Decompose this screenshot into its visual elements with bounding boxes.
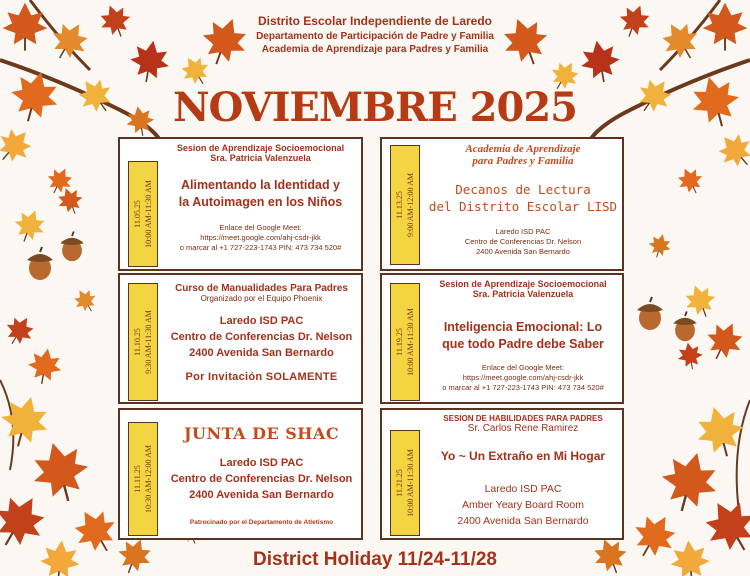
department-name: Departamento de Participación de Padre y Familia bbox=[256, 31, 494, 42]
event-date: 11.11.25 bbox=[133, 465, 142, 493]
dial-in: o marcar al +1 727-223-1743 PIN: 473 734 520# bbox=[442, 383, 604, 392]
location-address: 2400 Avenida San Bernardo bbox=[189, 347, 334, 359]
event-time: 9:30 AM-11:30 AM bbox=[144, 310, 153, 374]
event-time: 10:00 AM-11:30 AM bbox=[406, 308, 415, 376]
event-date: 11.13.25 bbox=[395, 191, 404, 219]
event-card-1121 bbox=[380, 408, 624, 540]
event-card-1113 bbox=[380, 137, 624, 271]
date-strip bbox=[390, 145, 420, 265]
dial-in: o marcar al +1 727-223-1743 PIN: 473 734 520# bbox=[179, 243, 342, 252]
meet-link-label: Enlace del Google Meet: bbox=[219, 223, 302, 232]
date-strip bbox=[390, 283, 420, 401]
event-card-1119 bbox=[380, 273, 624, 404]
sponsor-note: Patrocinado por el Departamento de Atletismo bbox=[189, 519, 334, 526]
event-title: SESION DE HABILIDADES PARA PADRES bbox=[443, 414, 603, 423]
event-date: 11.05.25 bbox=[133, 200, 142, 228]
event-topic-line-2: del Distrito Escolar LISD bbox=[428, 199, 618, 214]
event-topic-line-1: Decanos de Lectura bbox=[455, 182, 591, 197]
event-time: 9:00 AM-12:00 AM bbox=[406, 172, 415, 238]
location-room: Centro de Conferencias Dr. Nelson bbox=[170, 473, 353, 485]
event-card-1105 bbox=[118, 137, 363, 271]
meet-link[interactable]: https://meet.google.com/ahj-csdr-jkk bbox=[462, 373, 584, 382]
event-title: Sesion de Aprendizaje Socioemocional bbox=[176, 143, 345, 153]
event-time: 10:30 AM-12:00 AM bbox=[144, 444, 153, 514]
event-presenter: Sra. Patricia Valenzuela bbox=[210, 153, 311, 163]
event-presenter: Sr. Carlos Rene Ramirez bbox=[467, 423, 579, 434]
meet-link-label: Enlace del Google Meet: bbox=[481, 363, 565, 372]
event-card-1110 bbox=[118, 273, 363, 404]
location-name: Laredo ISD PAC bbox=[219, 457, 304, 469]
location-room: Centro de Conferencias Dr. Nelson bbox=[464, 237, 582, 246]
event-title: JUNTA DE SHAC bbox=[183, 424, 340, 443]
event-title: Curso de Manualidades Para Padres bbox=[175, 283, 348, 294]
meet-link[interactable]: https://meet.google.com/ahj-csdr-jkk bbox=[200, 233, 321, 242]
academy-name: Academia de Aprendizaje para Padres y Familia bbox=[261, 44, 489, 55]
event-time: 10:00 AM-11:30 AM bbox=[144, 180, 153, 248]
date-strip bbox=[390, 430, 420, 536]
event-card-1111 bbox=[118, 408, 363, 540]
district-name: Distrito Escolar Independiente de Laredo bbox=[257, 14, 493, 28]
event-topic-line-2: que todo Padre debe Saber bbox=[442, 337, 604, 351]
holiday-banner: District Holiday 11/24-11/28 bbox=[253, 549, 497, 570]
location-address: 2400 Avenida San Bernardo bbox=[476, 247, 570, 256]
event-topic-line-1: Alimentando la Identidad y bbox=[180, 178, 341, 192]
date-strip bbox=[128, 283, 158, 401]
event-organizer: Organizado por el Equipo Phoenix bbox=[200, 294, 323, 303]
event-title-line-2: para Padres y Familia bbox=[472, 155, 574, 167]
location-address: 2400 Avenida San Bernardo bbox=[189, 489, 334, 501]
event-time: 10:00 AM-11:30 AM bbox=[406, 449, 415, 517]
event-title-line-1: Academia de Aprendizaje bbox=[465, 143, 581, 155]
location-name: Laredo ISD PAC bbox=[219, 315, 304, 327]
event-date: 11.19.25 bbox=[395, 328, 404, 356]
location-address: 2400 Avenida San Bernardo bbox=[457, 515, 589, 527]
date-strip bbox=[128, 161, 158, 267]
location-name: Laredo ISD PAC bbox=[484, 483, 562, 495]
location-name: Laredo ISD PAC bbox=[495, 227, 551, 236]
page-title: NOVIEMBRE 2025 bbox=[172, 84, 577, 131]
event-topic: Yo ~ Un Extraño en Mi Hogar bbox=[440, 449, 606, 463]
event-presenter: Sra. Patricia Valenzuela bbox=[472, 289, 574, 299]
date-strip bbox=[128, 422, 158, 536]
event-topic-line-1: Inteligencia Emocional: Lo bbox=[443, 320, 603, 334]
location-room: Centro de Conferencias Dr. Nelson bbox=[170, 331, 353, 343]
event-title: Sesion de Aprendizaje Socioemocional bbox=[439, 279, 607, 289]
event-date: 11.10.25 bbox=[133, 328, 142, 356]
invitation-note: Por Invitación SOLAMENTE bbox=[185, 371, 338, 383]
event-date: 11.21.25 bbox=[395, 469, 404, 497]
event-topic-line-2: la Autoimagen en los Niños bbox=[178, 195, 343, 209]
location-room: Amber Yeary Board Room bbox=[462, 499, 584, 511]
